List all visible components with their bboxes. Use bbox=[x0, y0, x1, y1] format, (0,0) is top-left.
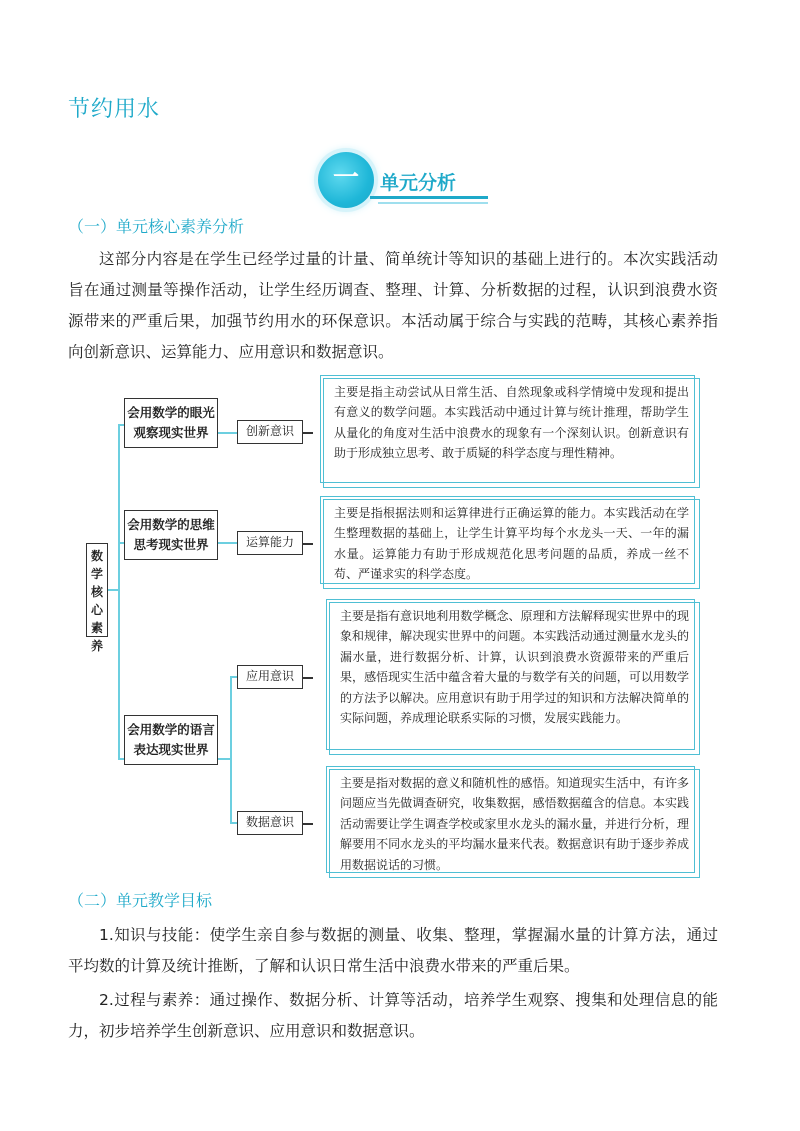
root-trunk-line bbox=[118, 424, 120, 760]
cat3-fork-line bbox=[230, 676, 232, 824]
category-box-think: 会用数学的思维思考现实世界 bbox=[124, 510, 218, 560]
root-box-core-literacy: 数学核心素养 bbox=[86, 543, 108, 637]
banner-underline-light bbox=[378, 202, 488, 204]
page-title: 节约用水 bbox=[68, 97, 161, 122]
tag-application: 应用意识 bbox=[237, 665, 303, 689]
tag1-dash bbox=[303, 432, 313, 434]
desc-data: 主要是指对数据的意义和随机性的感悟。知道现实生活中，有许多问题应当先做调查研究，收集数据，感悟数据蕴含的信息。本实践活动需要让学生调查学校或家里水龙头的漏水量，并进行分析，理解要用不同水龙头的平均漏水量来代表。数据意识有助于逐步养成用数据说话的习惯。 bbox=[329, 769, 700, 878]
tag3-dash bbox=[303, 677, 313, 679]
subsection-title-core-literacy: （一）单元核心素养分析 bbox=[68, 217, 245, 236]
goal-process-literacy: 2.过程与素养：通过操作、数据分析、计算等活动，培养学生观察、搜集和处理信息的能力，初步培养学生创新意识、应用意识和数据意识。 bbox=[68, 991, 718, 1040]
goal-knowledge-skills: 1.知识与技能：使学生亲自参与数据的测量、收集、整理，掌握漏水量的计算方法，通过平均数的计算及统计推断，了解和认识日常生活中浪费水带来的严重后果。 bbox=[68, 926, 718, 975]
tag2-dash bbox=[303, 543, 313, 545]
intro-paragraph bbox=[68, 244, 718, 368]
cat1-tag-line bbox=[218, 432, 238, 434]
tag-data: 数据意识 bbox=[237, 811, 303, 835]
tag-computation: 运算能力 bbox=[237, 531, 303, 555]
goals-list bbox=[68, 920, 718, 1047]
root-stub-line bbox=[107, 589, 119, 591]
desc-application: 主要是指有意识地利用数学概念、原理和方法解释现实世界中的现象和规律，解决现实世界中的问题。本实践活动通过测量水龙头的漏水量，进行数据分析、计算，认识到浪费水资源带来的严重后果，感悟现实生活中蕴含着大量的与数学有关的问题，可以用数学的方法予以解决。应用意识有助于用学过的知识和方法解决简单的实际问题，养成理论联系实际的习惯，发展实践能力。 bbox=[329, 602, 700, 755]
desc-computation: 主要是指根据法则和运算律进行正确运算的能力。本实践活动在学生整理数据的基础上，让学生计算平均每个水龙头一天、一年的漏水量。运算能力有助于形成规范化思考问题的品质，养成一丝不苟、严谨求实的科学态度。 bbox=[323, 499, 700, 589]
tag-innovation: 创新意识 bbox=[237, 420, 303, 444]
category-box-observe: 会用数学的眼光观察现实世界 bbox=[124, 398, 218, 448]
banner-underline bbox=[370, 196, 488, 199]
section-banner bbox=[318, 152, 490, 210]
category-box-express: 会用数学的语言表达现实世界 bbox=[124, 715, 218, 765]
desc-innovation: 主要是指主动尝试从日常生活、自然现象或科学情境中发现和提出有意义的数学问题。本实践活动中通过计算与统计推理，帮助学生从量化的角度对生活中浪费水的现象有一个深刻认识。创新意识有助于形成独立思考、敢于质疑的科学态度与理性精神。 bbox=[323, 378, 700, 488]
intro-text: 这部分内容是在学生已经学过量的计量、简单统计等知识的基础上进行的。本次实践活动旨在通过测量等操作活动，让学生经历调查、整理、计算、分析数据的过程，认识到浪费水资源带来的严重后果，加强节约用水的环保意识。本活动属于综合与实践的范畴，其核心素养指向创新意识、运算能力、应用意识和数据意识。 bbox=[68, 250, 718, 361]
tag4-dash bbox=[303, 823, 313, 825]
section-label: 单元分析 bbox=[380, 172, 457, 194]
cat2-tag-line bbox=[218, 542, 238, 544]
section-number: 一 bbox=[332, 163, 359, 193]
subsection-title-teaching-goals: （二）单元教学目标 bbox=[68, 891, 213, 910]
cat3-stub-line bbox=[218, 758, 230, 760]
